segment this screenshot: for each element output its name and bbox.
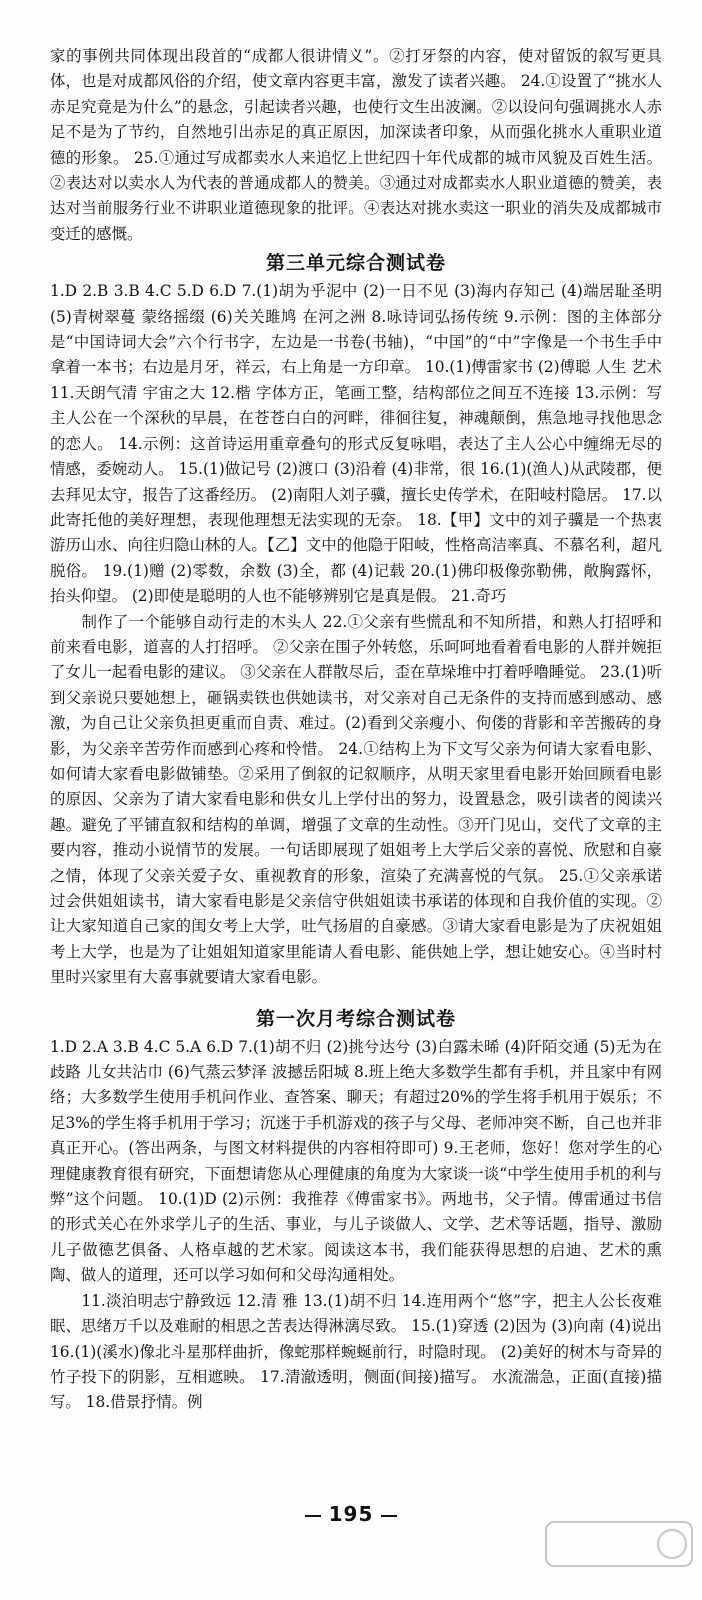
unit3-paragraph-2: 制作了一个能够自动行走的木头人 22.①父亲有些慌乱和不知所措，和熟人打招呼和前来看电影，道喜的人打招呼。 ②父亲在围子外转悠，乐呵呵地看着看电影的人群并婉拒了女儿一起看电影的建议。 ③父亲在人群散尽后，歪在草垛堆中打着呼噜睡觉。 23.(1)听到父亲说只要她想上，砸锅卖铁也供她读书，对父亲对自己无条件的支持而感到感动、感激，为自己让父亲负担更重而自责、难过。(2)看到父亲瘦小、佝偻的背影和辛苦搬砖的身影，为父亲辛苦劳作而感到心疼和怜惜。 24.①结构上为下文写父亲为何请大家看电影、如何请大家看电影做铺垫。②采用了倒叙的记叙顺序，从明天家里看电影开始回顾看电影的原因、父亲为了请大家看电影和供女儿上学付出的努力，设置悬念，吸引读者的阅读兴趣。避免了平铺直叙和结构的单调，增强了文章的生动性。③开门见山，交代了文章的主要内容，推动小说情节的发展。一句话即展现了姐姐考上大学后父亲的喜悦、欣慰和自豪之情，体现了父亲关爱子女、重视教育的形象，渲染了充满喜悦的气氛。 25.①父亲承诺过会供姐姐读书，请大家看电影是父亲信守供姐姐读书承诺的体现和自我价值的实现。②让大家知道自己家的闺女考上大学，吐气扬眉的自豪感。③请大家看电影是为了庆祝姐姐考上大学，也是为了让姐姐知道家里能请人看电影、能供她上学，想让她安心。④当时村里时兴家里有大喜事就要请大家看电影。: [50, 612, 662, 987]
page-number-dash-left: [305, 1515, 321, 1517]
unit3-paragraph-1: 1.D 2.B 3.B 4.C 5.D 6.D 7.(1)胡为乎泥中 (2)一日不见 (3)海内存知己 (4)端居耻圣明 (5)青树翠蔓 蒙络摇缀 (6)关关雎鸠 在河之洲 8.咏诗词弘扬传统 9.示例：图的主体部分是“中国诗词大会”六个行书字，左边是一书卷(书轴)，“中国”的“中”字像是一个书生手中拿着一本书；右边是月牙，祥云，右上角是一方印章。 10.(1)傅雷家书 (2)傅聪 人生 艺术 11.天朗气清 宇宙之大 12.楷 字体方正，笔画工整，结构部位之间互不连接 13.示例：写主人公在一个深秋的早晨，在苍苍白白的河畔，徘徊往复，神魂颠倒，焦急地寻找他思念的恋人。 14.示例：这首诗运用重章叠句的形式反复咏唱，表达了主人公心中缠绵无尽的情感，委婉动人。 15.(1)做记号 (2)渡口 (3)沿着 (4)非常，很 16.(1)(渔人)从武陵郡，便去拜见太守，报告了这番经历。 (2)南阳人刘子骥，擅长史传学术，在阳岐村隐居。 17.以此寄托他的美好理想，表现他理想无法实现的无奈。 18.【甲】文中的刘子骥是一个热衷游历山水、向往归隐山林的人。【乙】文中的他隐于阳岐，性格高洁率真、不慕名利，超凡脱俗。 19.(1)赠 (2)零数，余数 (3)全，都 (4)记载 20.(1)佛印极像弥勒佛，敞胸露怀，抬头仰望。 (2)即使是聪明的人也不能够辨别它是真是假。 21.奇巧: [50, 282, 662, 606]
month1-paragraph-2: 11.淡泊明志宁静致远 12.清 雅 13.(1)胡不归 14.连用两个“悠”字，把主人公长夜难眠、思绪万千以及难耐的相思之苦表达得淋漓尽致。 15.(1)穿透 (2)因为 (3)向南 (4)说出 16.(1)(溪水)像北斗星那样曲折，像蛇那样蜿蜒前行，时隐时现。 (2)美好的树木与奇异的竹子投下的阴影，互相遮映。 17.清澈透明，侧面(间接)描写。 水流湍急，正面(直接)描写。 18.借景抒情。例: [50, 1291, 662, 1412]
watermark-logo-frame: [546, 1522, 692, 1566]
page-number-text: 195: [328, 1502, 374, 1526]
page-number-dash-right: [381, 1515, 397, 1517]
answer-paragraph-top: 家的事例共同体现出段首的“成都人很讲情义”。②打牙祭的内容，使对留饭的叙写更具体，也是对成都风俗的介绍，使文章内容更丰富，激发了读者兴趣。 24.①设置了“挑水人赤足究竟是为什么”的悬念，引起读者兴趣，也使行文生出波澜。②以设问句强调挑水人赤足不是为了节约，自然地引出赤足的真正原因，加深读者印象，从而强化挑水人重职业道德的形象。 25.①通过写成都卖水人来追忆上世纪四十年代成都的城市风貌及百姓生活。②表达对以卖水人为代表的普通成都人的赞美。③通过对成都卖水人职业道德的赞美，表达对当前服务行业不讲职业道德现象的批评。④表达对挑水卖这一职业的消失及成都城市变迁的感慨。: [50, 47, 662, 243]
month1-paragraph-1: 1.D 2.A 3.B 4.C 5.A 6.D 7.(1)胡不归 (2)挑兮达兮 (3)白露未晞 (4)阡陌交通 (5)无为在歧路 儿女共沾巾 (6)气蒸云梦泽 波撼岳阳城 8.班上绝大多数学生都有手机，并且家中有网络；大多数学生使用手机问作业、查答案、聊天；有超过20%的学生将手机用于娱乐；不足3%的学生将手机用于学习；沉迷于手机游戏的孩子与父母、老师冲突不断，自己也并非真正开心。(答出两条，与图文材料提供的内容相符即可) 9.王老师，您好！您对学生的心理健康教育很有研究，下面想请您从心理健康的角度为大家谈一谈“中学生使用手机的利与弊”这个问题。 10.(1)D (2)示例：我推荐《傅雷家书》。两地书，父子情。傅雷通过书信的形式关心在外求学儿子的生活、事业，与儿子谈做人、文学、艺术等话题，指导、激励儿子做德艺俱备、人格卓越的艺术家。阅读这本书，我们能获得思想的启迪、艺术的熏陶、做人的道理，还可以学习如何和父母沟通相处。: [50, 1037, 662, 1285]
section-title-month1: 第一次月考综合测试卷: [255, 1007, 456, 1030]
section-gap: [50, 991, 662, 1003]
watermark-logo-graphic: [544, 1518, 694, 1594]
answer-content: [50, 44, 662, 1416]
watermark-logo: [544, 1518, 694, 1594]
section-title-unit3: 第三单元综合测试卷: [265, 252, 446, 275]
watermark-circle-icon: [658, 1530, 686, 1558]
